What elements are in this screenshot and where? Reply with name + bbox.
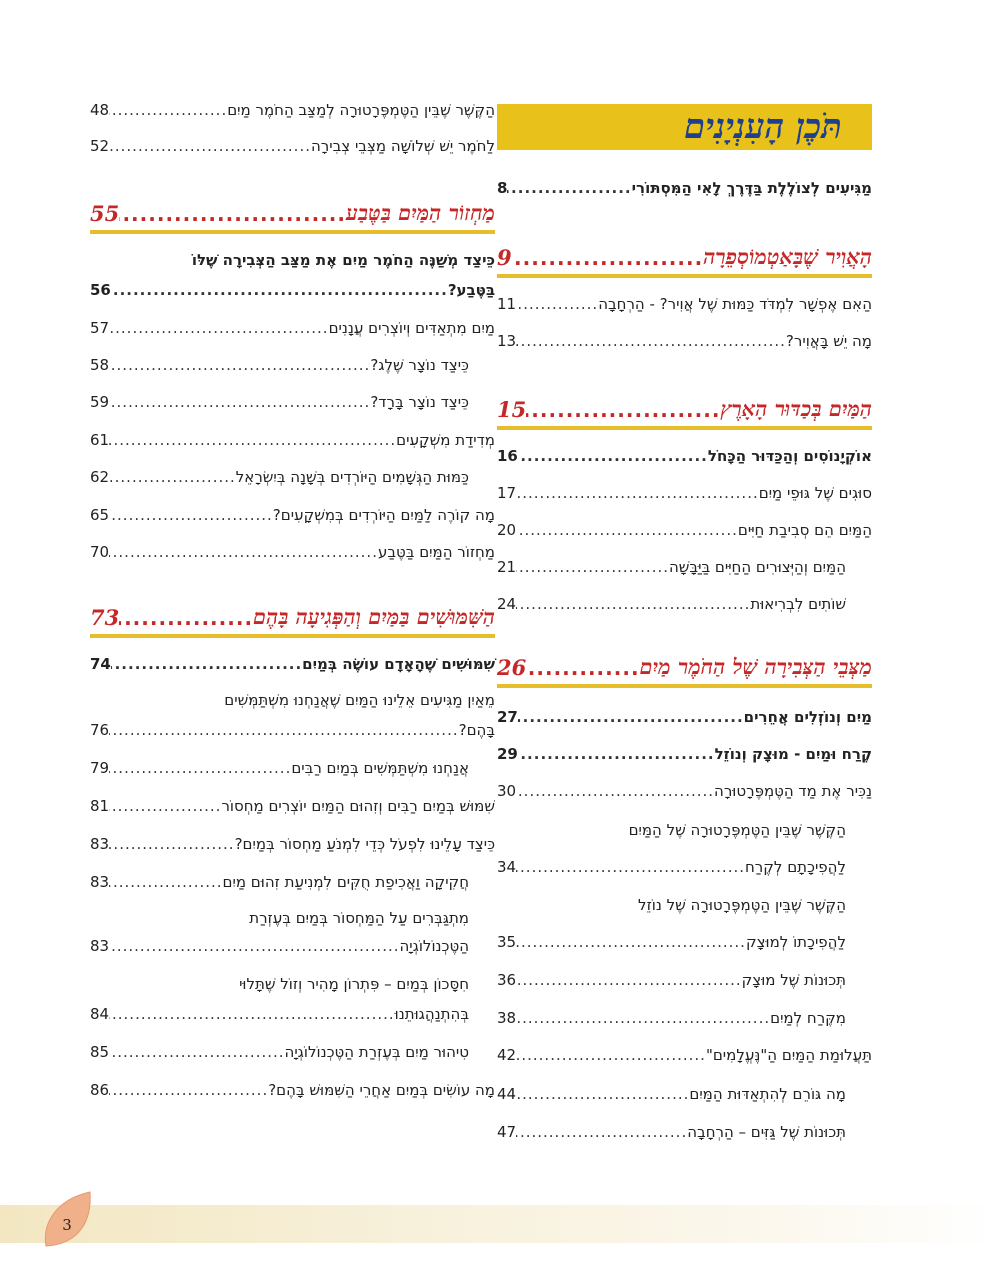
toc-entry-line[interactable]: מִתְגַּבְּרִים עַל הַמַּחְסוֹר בְּמַיִם בְּעֶזְרַת [249,909,469,927]
chapter-rule [90,230,495,234]
toc-left-column [90,0,495,1160]
toc-entry[interactable]: לַהֲפִיכָתָם לְקֶרַח ..... 34 [497,857,846,877]
toc-entry[interactable]: הַמַּיִם הֵם סְבִיבַת חַיִּים ..... 20 [497,520,872,540]
toc-entry[interactable]: נַכִּיר אֶת מַד הַטֶּמְפֶּרָטוּרָה ..... 30 [497,781,872,801]
toc-entry[interactable]: כֵּיצַד נוֹצָר שֶׁלֶג? ..... 58 [90,355,469,375]
toc-entry[interactable]: שִׁמּוּשׁ בְּמַיִם רַבִּים וְזִהוּם הַמַּיִם יוֹצְרִים מַחְסוֹר ..... 81 [90,796,495,816]
toc-entry[interactable]: מַחְזוֹר הַמַּיִם בַּטֶּבַע ..... 70 [90,542,495,562]
toc-entry-line[interactable]: כֵּיצַד מְשַׁנֶּה הַחֹמֶר מַיִם אֶת מַצַּב הַצְּבִירָה שֶׁלּוֹ [191,251,495,269]
toc-entry[interactable]: כֵּיצַד נוֹצָר בָּרָד? ..... 59 [90,392,469,412]
chapter-rule [497,274,872,278]
chapter-heading-4[interactable]: מַחְזוֹר הַמַּיִם בַּטֶּבַע ..... 55 [90,196,495,226]
toc-entry[interactable]: אוֹקְיָנוֹסִים וְהַכַּדּוּר הַכָּחֹל ..... 16 [497,446,872,466]
toc-entry-line[interactable]: הַקֶּשֶׁר שֶׁבֵּין הַטֶּמְפֶּרָטוּרָה שֶׁל נוֹזֵל [638,896,846,914]
page-number: 3 [62,1216,72,1234]
toc-entry[interactable]: בַּטֶּבַע? ..... 56 [90,280,495,300]
toc-entry[interactable]: הַקֶּשֶׁר שֶׁבֵּין הַטֶּמְפֶּרָטוּרָה לְמַצַּב הַחֹמֶר מַיִם ..... 48 [90,100,495,120]
toc-right-column [497,0,872,1160]
toc-entry[interactable]: תַּעֲלוּמַת הַמַּיִם הַ"נֶּעֱלָמִים" ..... 42 [497,1045,872,1065]
chapter-heading-1[interactable]: הָאֲוִיר שֶׁבָּאַטְמוֹסְפֵרָה ..... 9 [497,240,872,270]
toc-entry[interactable]: הַאִם אֶפְשָׁר לִמְדֹּד כַּמּוּת שֶׁל אֲוִיר? - הַרְחָבָה ..... 11 [497,294,872,314]
toc-entry[interactable]: לַחֹמֶר יֵשׁ שְׁלוֹשָׁה מַצְּבֵי צְבִירָה ..... 52 [90,136,495,156]
toc-entry[interactable]: תְּכוּנוֹת שֶׁל מוּצָק ..... 36 [497,970,846,990]
toc-entry-line[interactable]: חִסָּכוֹן בְּמַיִם – פִּתְרוֹן מָהִיר וְזוֹל שֶׁתָּלוּי [239,975,469,993]
toc-entry[interactable]: מָה קוֹרֶה לַמַּיִם הַיּוֹרְדִים בְּמִשְׁקָעִים? ..... 65 [90,505,495,525]
toc-entry[interactable]: כַּמּוּת הַגְּשָׁמִים הַיּוֹרְדִים בְּשָׁנָה בְּיִשְׂרָאֵל ..... 62 [90,467,469,487]
page-title: תֹּכֶן הָעִנְיָנִים [684,107,842,147]
footer-band [0,1205,1000,1243]
toc-entry[interactable]: בְּהִתְנַהֲגוּתֵנוּ ..... 84 [90,1004,469,1024]
chapter-rule [497,684,872,688]
toc-entry[interactable]: קֶרַח וּמַיִם - מוּצָק וְנוֹזֵל ..... 29 [497,744,872,764]
toc-entry[interactable]: מָה עוֹשִׂים בְּמַיִם אַחֲרֵי הַשִּׁמּוּשׁ בָּהֶם? ..... 86 [90,1080,495,1100]
chapter-rule [90,634,495,638]
toc-entry[interactable]: הַטֶּכְנוֹלוֹגְיָה ..... 83 [90,936,469,956]
toc-entry[interactable]: אֲנַחְנוּ מִשְׁתַּמְּשִׁים בְּמַיִם רַבִּים ..... 79 [90,758,469,778]
toc-entry[interactable]: טִיהוּר מַיִם בְּעֶזְרַת הַטֶּכְנוֹלוֹגְיָה ..... 85 [90,1042,469,1062]
toc-entry[interactable]: מָה גּוֹרֵם לְהִתְאַדּוּת הַמַּיִם ..... 44 [497,1084,846,1104]
toc-entry-line[interactable]: מֵאַיִן מַגִּיעִים אֵלֵינוּ הַמַּיִם שֶׁאֲנַחְנוּ מִשְׁתַּמְּשִׁים [224,691,495,709]
toc-entry[interactable]: מָה יֵשׁ בָּאֲוִיר? ..... 13 [497,331,872,351]
toc-entry[interactable]: מַיִם וְנוֹזְלִים אֲחֵרִים ..... 27 [497,707,872,727]
chapter-rule [497,426,872,430]
toc-entry[interactable]: בָּהֶם? ..... 76 [90,720,495,740]
toc-entry[interactable]: מִקֶּרַח לְמַיִם ..... 38 [497,1008,846,1028]
chapter-heading-5[interactable]: הַשִּׁמּוּשִׁים בַּמַּיִם וְהַפְּגִיעָה בָּהֶם ..... 73 [90,600,495,630]
toc-entry[interactable]: לַהֲפִיכָתוֹ לְמוּצָק ..... 35 [497,932,846,952]
toc-entry-line[interactable]: הַקֶּשֶׁר שֶׁבֵּין הַטֶּמְפֶּרָטוּרָה שֶׁל הַמַּיִם [628,821,846,839]
toc-entry[interactable]: הַמַּיִם וְהַיְּצוּרִים הַחַיִּים בַּיַּבָּשָׁה ..... 21 [497,557,846,577]
chapter-heading-3[interactable]: מַצְּבֵי הַצְּבִירָה שֶׁל הַחֹמֶר מַיִם ..... 26 [497,650,872,680]
toc-entry[interactable]: שִׁמּוּשִׁים שֶׁהָאָדָם עוֹשֶׂה בְּמַיִם ..... 74 [90,654,495,674]
toc-entry[interactable]: סוּגִים שֶׁל גּוּפֵי מַיִם ..... 17 [497,483,872,503]
toc-entry-intro[interactable]: מַגִּיעִים לְצוֹלֶלֶת בַּדֶּרֶךְ לָאִי הַמִּסְתּוֹרִי ..... 8 [497,178,872,198]
toc-entry[interactable]: כֵּיצַד עָלֵינוּ לִפְעֹל כְּדֵי לִמְנֹעַ מַחְסוֹר בְּמַיִם? ..... 83 [90,834,495,854]
toc-entry[interactable]: חֲקִיקָה וַאֲכִיפַת חֻקִּים לִמְנִיעַת זִהוּם מַיִם ..... 83 [90,872,469,892]
toc-entry[interactable]: מְדִידַת מִשְׁקָעִים ..... 61 [90,430,495,450]
toc-entry[interactable]: מַיִם מִתְאַדִּים וְיוֹצְרִים עֲנָנִים ..... 57 [90,318,495,338]
chapter-heading-2[interactable]: הַמַּיִם בְּכַדּוּר הָאָרֶץ ..... 15 [497,392,872,422]
toc-entry[interactable]: תְּכוּנוֹת שֶׁל גַּזִּים – הַרְחָבָה ..... 47 [497,1122,846,1142]
toc-entry[interactable]: שׁוֹתִים לִבְרִיאוּת ..... 24 [497,594,846,614]
